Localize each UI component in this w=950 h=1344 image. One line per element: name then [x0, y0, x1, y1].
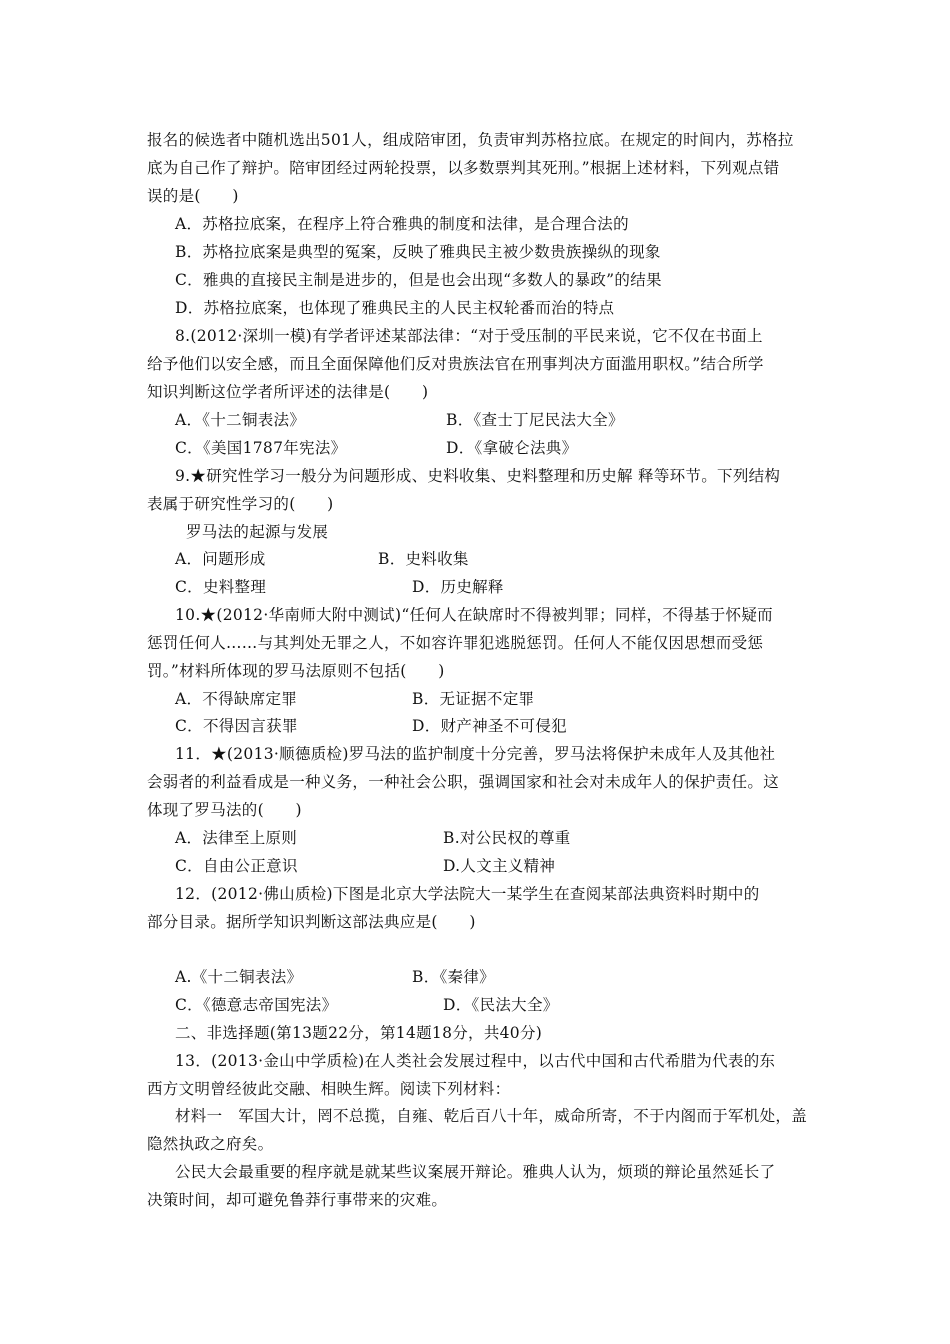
text-line: 给予他们以安全感，而且全面保障他们反对贵族法官在刑事判决方面滥用职权。”结合所学	[147, 355, 764, 373]
option-d: D．《拿破仑法典》	[446, 439, 578, 457]
option-d: D．财产神圣不可侵犯	[412, 717, 567, 735]
text-line: 会弱者的利益看成是一种义务，一种社会公职，强调国家和社会对未成年人的保护责任。这	[147, 773, 780, 791]
material-one: 材料一 军国大计，罔不总揽，自雍、乾后百八十年，威命所寄，不于内阁而于军机处，盖	[175, 1107, 808, 1125]
option-d: D．《民法大全》	[443, 996, 559, 1014]
section-heading: 二、非选择题(第13题22分，第14题18分，共40分)	[175, 1024, 543, 1042]
question-13: 13．(2013·金山中学质检)在人类社会发展过程中，以古代中国和古代希腊为代表的东	[175, 1052, 776, 1070]
option-c: C．雅典的直接民主制是进步的，但是也会出现“多数人的暴政”的结果	[175, 271, 662, 289]
text-line: 惩罚任何人……与其判处无罪之人，不如容许罪犯逃脱惩罚。任何人不能仅因思想而受惩	[147, 634, 764, 652]
paragraph: 公民大会最重要的程序就是就某些议案展开辩论。雅典人认为，烦琐的辩论虽然延长了	[175, 1163, 776, 1181]
option-c: C．自由公正意识	[175, 857, 298, 875]
option-c: C．《德意志帝国宪法》	[175, 996, 338, 1014]
option-d: D．苏格拉底案，也体现了雅典民主的人民主权轮番而治的特点	[175, 299, 615, 317]
question-9: 9.★研究性学习一般分为问题形成、史料收集、史料整理和历史解 释等环节。下列结构	[175, 467, 781, 485]
option-b: B．无证据不定罪	[412, 690, 535, 708]
option-d: D.人文主义精神	[443, 857, 556, 875]
text-line: 报名的候选者中随机选出501人，组成陪审团，负责审判苏格拉底。在规定的时间内，苏格拉	[147, 131, 794, 149]
option-a: A．法律至上原则	[175, 829, 298, 847]
text-line: 部分目录。据所学知识判断这部法典应是( )	[147, 913, 476, 931]
option-c: C．《美国1787年宪法》	[175, 439, 347, 457]
option-b: B.对公民权的尊重	[443, 829, 571, 847]
option-a: A．问题形成	[175, 550, 266, 568]
question-10: 10.★(2012·华南师大附中测试)“任何人在缺席时不得被判罪；同样，不得基于怀疑而	[175, 606, 773, 624]
text-line: 西方文明曾经彼此交融、相映生辉。阅读下列材料：	[147, 1080, 511, 1098]
option-a: A．苏格拉底案，在程序上符合雅典的制度和法律，是合理合法的	[175, 215, 629, 233]
option-a: A.《十二铜表法》	[175, 968, 303, 986]
text-line: 罚。”材料所体现的罗马法原则不包括( )	[147, 662, 445, 680]
text-line: 底为自己作了辩护。陪审团经过两轮投票，以多数票判其死刑。”根据上述材料，下列观点错	[147, 159, 780, 177]
option-c: C．不得因言获罪	[175, 717, 298, 735]
text-line: 体现了罗马法的( )	[147, 801, 302, 819]
option-c: C．史料整理	[175, 578, 267, 596]
question-12: 12．(2012·佛山质检)下图是北京大学法院大一某学生在查阅某部法典资料时期中的	[175, 885, 760, 903]
text-line: 隐然执政之府矣。	[147, 1135, 274, 1153]
option-d: D．历史解释	[412, 578, 504, 596]
text-line: 决策时间，却可避免鲁莽行事带来的灾难。	[147, 1191, 448, 1209]
option-b: B．《秦律》	[412, 968, 495, 986]
option-b: B．《查士丁尼民法大全》	[446, 411, 624, 429]
option-a: A．《十二铜表法》	[175, 411, 306, 429]
text-line: 表属于研究性学习的( )	[147, 495, 334, 513]
question-11: 11．★(2013·顺德质检)罗马法的监护制度十分完善，罗马法将保护未成年人及其他社	[175, 745, 776, 763]
table-caption: 罗马法的起源与发展	[186, 523, 329, 541]
option-a: A．不得缺席定罪	[175, 690, 298, 708]
option-b: B．史料收集	[378, 550, 469, 568]
question-8: 8.(2012·深圳一模)有学者评述某部法律：“对于受压制的平民来说，它不仅在书面上	[175, 327, 763, 345]
text-line: 知识判断这位学者所评述的法律是( )	[147, 383, 429, 401]
text-line: 误的是( )	[147, 187, 239, 205]
option-b: B．苏格拉底案是典型的冤案，反映了雅典民主被少数贵族操纵的现象	[175, 243, 661, 261]
